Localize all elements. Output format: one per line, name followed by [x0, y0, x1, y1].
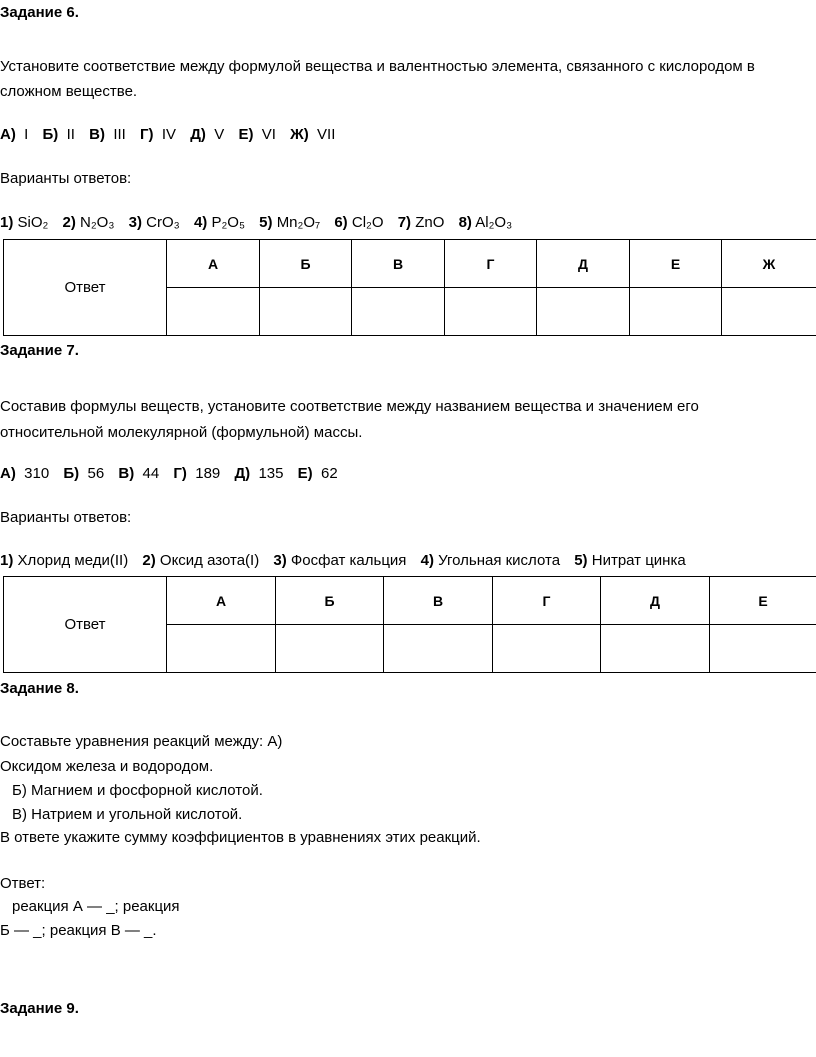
table-header-cell: В	[352, 240, 445, 288]
valence-letter: Д)	[190, 126, 206, 143]
task7-text-line1: Составив формулы веществ, установите соответствие между названием вещества и значением его	[0, 398, 699, 415]
valence-value: I	[24, 126, 29, 143]
option-number: 5)	[574, 552, 588, 569]
option-text: Нитрат цинка	[591, 552, 686, 569]
valence-value: VII	[317, 126, 336, 143]
option-number: 1)	[0, 552, 14, 569]
valence-letter: В)	[89, 126, 105, 143]
valence-value: II	[66, 126, 75, 143]
task9-title: Задание 9.	[0, 1000, 79, 1017]
task6-answer-table	[3, 239, 816, 336]
table-header-cell: Д	[537, 240, 630, 288]
valence-letter: Б)	[42, 126, 59, 143]
valence-letter: А)	[0, 126, 16, 143]
answer-input-cell[interactable]	[537, 288, 630, 336]
table-header-cell: Г	[445, 240, 537, 288]
mass-letter: Г)	[173, 465, 187, 482]
table-header-cell: А	[167, 240, 260, 288]
task6-variants-label: Варианты ответов:	[0, 170, 132, 187]
answer-input-cell[interactable]	[710, 625, 816, 673]
task6-text-line1: Установите соответствие между формулой вещества и валентностью элемента, связанного с кислородом в	[0, 58, 755, 75]
task8-line1: Составьте уравнения реакций между: А)	[0, 733, 283, 750]
task8-title: Задание 8.	[0, 680, 79, 697]
task6-options-list	[0, 214, 512, 231]
option-text: P₂O₅	[211, 214, 245, 231]
option-number: 5)	[259, 214, 273, 231]
table-header-cell: Д	[601, 577, 710, 625]
option-number: 3)	[128, 214, 142, 231]
option-number: 8)	[458, 214, 472, 231]
answer-input-cell[interactable]	[167, 625, 276, 673]
task7-text-line2: относительной молекулярной (формульной) массы.	[0, 424, 363, 441]
option-number: 4)	[193, 214, 208, 231]
table-header-cell: Е	[710, 577, 816, 625]
answer-input-cell[interactable]	[445, 288, 537, 336]
task8-line2: Оксидом железа и водородом.	[0, 758, 214, 775]
task8-line5: В ответе укажите сумму коэффициентов в уравнениях этих реакций.	[0, 829, 481, 846]
option-text: CrO₃	[146, 214, 180, 231]
option-number: 2)	[142, 552, 156, 569]
task7-options-list	[0, 552, 686, 569]
table-header-cell: Г	[493, 577, 601, 625]
table-header-cell: Ж	[722, 240, 816, 288]
valence-value: V	[214, 126, 225, 143]
task7-title: Задание 7.	[0, 342, 79, 359]
table-header-cell: А	[167, 577, 276, 625]
option-number: 7)	[397, 214, 412, 231]
option-text: N₂O₃	[80, 214, 115, 231]
task8-answer-label: Ответ:	[0, 875, 46, 892]
option-number: 6)	[334, 214, 348, 231]
valence-letter: Ж)	[290, 126, 309, 143]
task7-mass-list	[0, 465, 338, 482]
option-number: 2)	[62, 214, 76, 231]
option-text: SiO₂	[17, 214, 49, 231]
option-number: 1)	[0, 214, 14, 231]
answer-input-cell[interactable]	[384, 625, 493, 673]
task6-text-line2: сложном веществе.	[0, 83, 138, 100]
option-number: 3)	[273, 552, 287, 569]
option-text: Mn₂O₇	[276, 214, 321, 231]
option-text: ZnO	[415, 214, 445, 231]
answer-row-label: Ответ	[4, 240, 167, 336]
valence-letter: Г)	[140, 126, 154, 143]
mass-value: 189	[195, 465, 221, 482]
task8-line3: Б) Магнием и фосфорной кислотой.	[12, 782, 263, 799]
answer-input-cell[interactable]	[722, 288, 816, 336]
answer-input-cell[interactable]	[493, 625, 601, 673]
mass-letter: Б)	[63, 465, 80, 482]
answer-input-cell[interactable]	[276, 625, 384, 673]
valence-value: IV	[161, 126, 177, 143]
option-text: Угольная кислота	[438, 552, 561, 569]
mass-letter: А)	[0, 465, 16, 482]
answer-input-cell[interactable]	[630, 288, 722, 336]
mass-value: 310	[24, 465, 50, 482]
mass-value: 135	[258, 465, 284, 482]
mass-letter: Д)	[234, 465, 251, 482]
task6-valence-list	[0, 126, 335, 143]
task6-title: Задание 6.	[0, 4, 79, 21]
table-header-cell: Б	[276, 577, 384, 625]
mass-value: 56	[87, 465, 105, 482]
table-header-cell: Е	[630, 240, 722, 288]
option-text: Хлорид меди(II)	[17, 552, 129, 569]
option-text: Al₂O₃	[475, 214, 513, 231]
answer-row-label: Ответ	[4, 577, 167, 673]
task8-line4: В) Натрием и угольной кислотой.	[12, 806, 243, 823]
option-text: Оксид азота(I)	[159, 552, 260, 569]
task8-answer-line2: Б — _; реакция В — _.	[0, 922, 157, 939]
answer-input-cell[interactable]	[260, 288, 352, 336]
mass-letter: В)	[118, 465, 135, 482]
answer-input-cell[interactable]	[167, 288, 260, 336]
task7-variants-label: Варианты ответов:	[0, 509, 132, 526]
answer-input-cell[interactable]	[601, 625, 710, 673]
option-text: Cl₂O	[351, 214, 384, 231]
option-text: Фосфат кальция	[290, 552, 407, 569]
table-header-cell: В	[384, 577, 493, 625]
task8-answer-line1: реакция А — _; реакция	[12, 898, 180, 915]
mass-letter: Е)	[297, 465, 313, 482]
valence-letter: Е)	[238, 126, 254, 143]
task7-answer-table	[3, 576, 816, 673]
mass-value: 44	[142, 465, 160, 482]
option-number: 4)	[420, 552, 434, 569]
table-header-cell: Б	[260, 240, 352, 288]
valence-value: III	[113, 126, 126, 143]
answer-input-cell[interactable]	[352, 288, 445, 336]
mass-value: 62	[321, 465, 338, 482]
valence-value: VI	[261, 126, 276, 143]
